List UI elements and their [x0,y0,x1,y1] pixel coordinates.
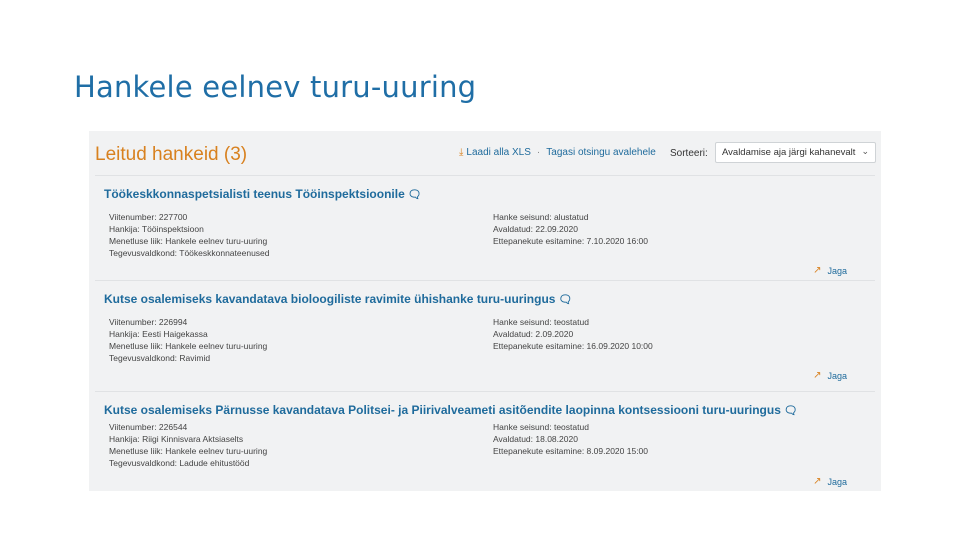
share-icon: ↗ [813,370,822,381]
procurement-status: Hanke seisund: teostatud [493,422,589,432]
comments-icon: 🗨 [783,405,798,417]
comments-icon: 🗨 [407,189,422,201]
result-title-link[interactable]: Töökeskkonnaspetsialisti teenus Tööinspektsioonile 🗨 [104,187,422,201]
buyer: Hankija: Tööinspektsioon [109,224,204,234]
chevron-down-icon: ⌄ [861,146,869,156]
result-title-link[interactable]: Kutse osalemiseks kavandatava bioloogiliste ravimite ühishanke turu-uuringus 🗨 [104,292,573,306]
result-card [95,280,875,381]
reference-number: Viitenumber: 226544 [109,422,188,432]
download-xls-link[interactable]: Laadi alla XLS [466,147,531,158]
slide-title: Hankele eelnev turu-uuring [74,70,477,104]
activity-field: Tegevusvaldkond: Töökeskkonnateenused [109,248,270,258]
reference-number: Viitenumber: 226994 [109,317,188,327]
comments-icon: 🗨 [558,294,573,306]
buyer: Hankija: Riigi Kinnisvara Aktsiaselts [109,434,244,444]
procurement-results-panel [89,131,881,491]
submission-deadline: Ettepanekute esitamine: 8.09.2020 15:00 [493,446,649,456]
share-icon: ↗ [813,476,822,487]
submission-deadline: Ettepanekute esitamine: 7.10.2020 16:00 [493,236,649,246]
published-date: Avaldatud: 18.08.2020 [493,434,578,444]
share-button[interactable]: ↗ Jaga [813,476,847,487]
share-icon: ↗ [813,265,822,276]
result-card [95,175,875,276]
procedure-type: Menetluse liik: Hankele eelnev turu-uuring [109,341,268,351]
header-links [459,147,656,158]
activity-field: Tegevusvaldkond: Ravimid [109,353,211,363]
procurement-status: Hanke seisund: alustatud [493,212,589,222]
published-date: Avaldatud: 22.09.2020 [493,224,578,234]
reference-number: Viitenumber: 227700 [109,212,188,222]
sort-select[interactable] [715,142,876,163]
back-to-search-link[interactable]: Tagasi otsingu avalehele [546,147,656,158]
activity-field: Tegevusvaldkond: Ladude ehitustööd [109,458,250,468]
results-count-title: Leitud hankeid (3) [95,144,248,165]
sort-label: Sorteeri: [670,148,708,159]
results-header [89,131,881,175]
procurement-status: Hanke seisund: teostatud [493,317,589,327]
result-card [95,391,875,491]
sort-select-value: Avaldamise aja järgi kahanevalt [722,147,856,158]
share-button[interactable]: ↗ Jaga [813,265,847,276]
published-date: Avaldatud: 2.09.2020 [493,329,574,339]
procedure-type: Menetluse liik: Hankele eelnev turu-uuring [109,236,268,246]
link-separator: · [536,147,541,158]
share-button[interactable]: ↗ Jaga [813,370,847,381]
procedure-type: Menetluse liik: Hankele eelnev turu-uuring [109,446,268,456]
download-icon: ⤓ [459,147,464,158]
buyer: Hankija: Eesti Haigekassa [109,329,208,339]
submission-deadline: Ettepanekute esitamine: 16.09.2020 10:00 [493,341,653,351]
result-title-link[interactable]: Kutse osalemiseks Pärnusse kavandatava Politsei- ja Piirivalveameti asitõendite laopinna kontsessiooni turu-uuringus 🗨 [104,403,798,417]
